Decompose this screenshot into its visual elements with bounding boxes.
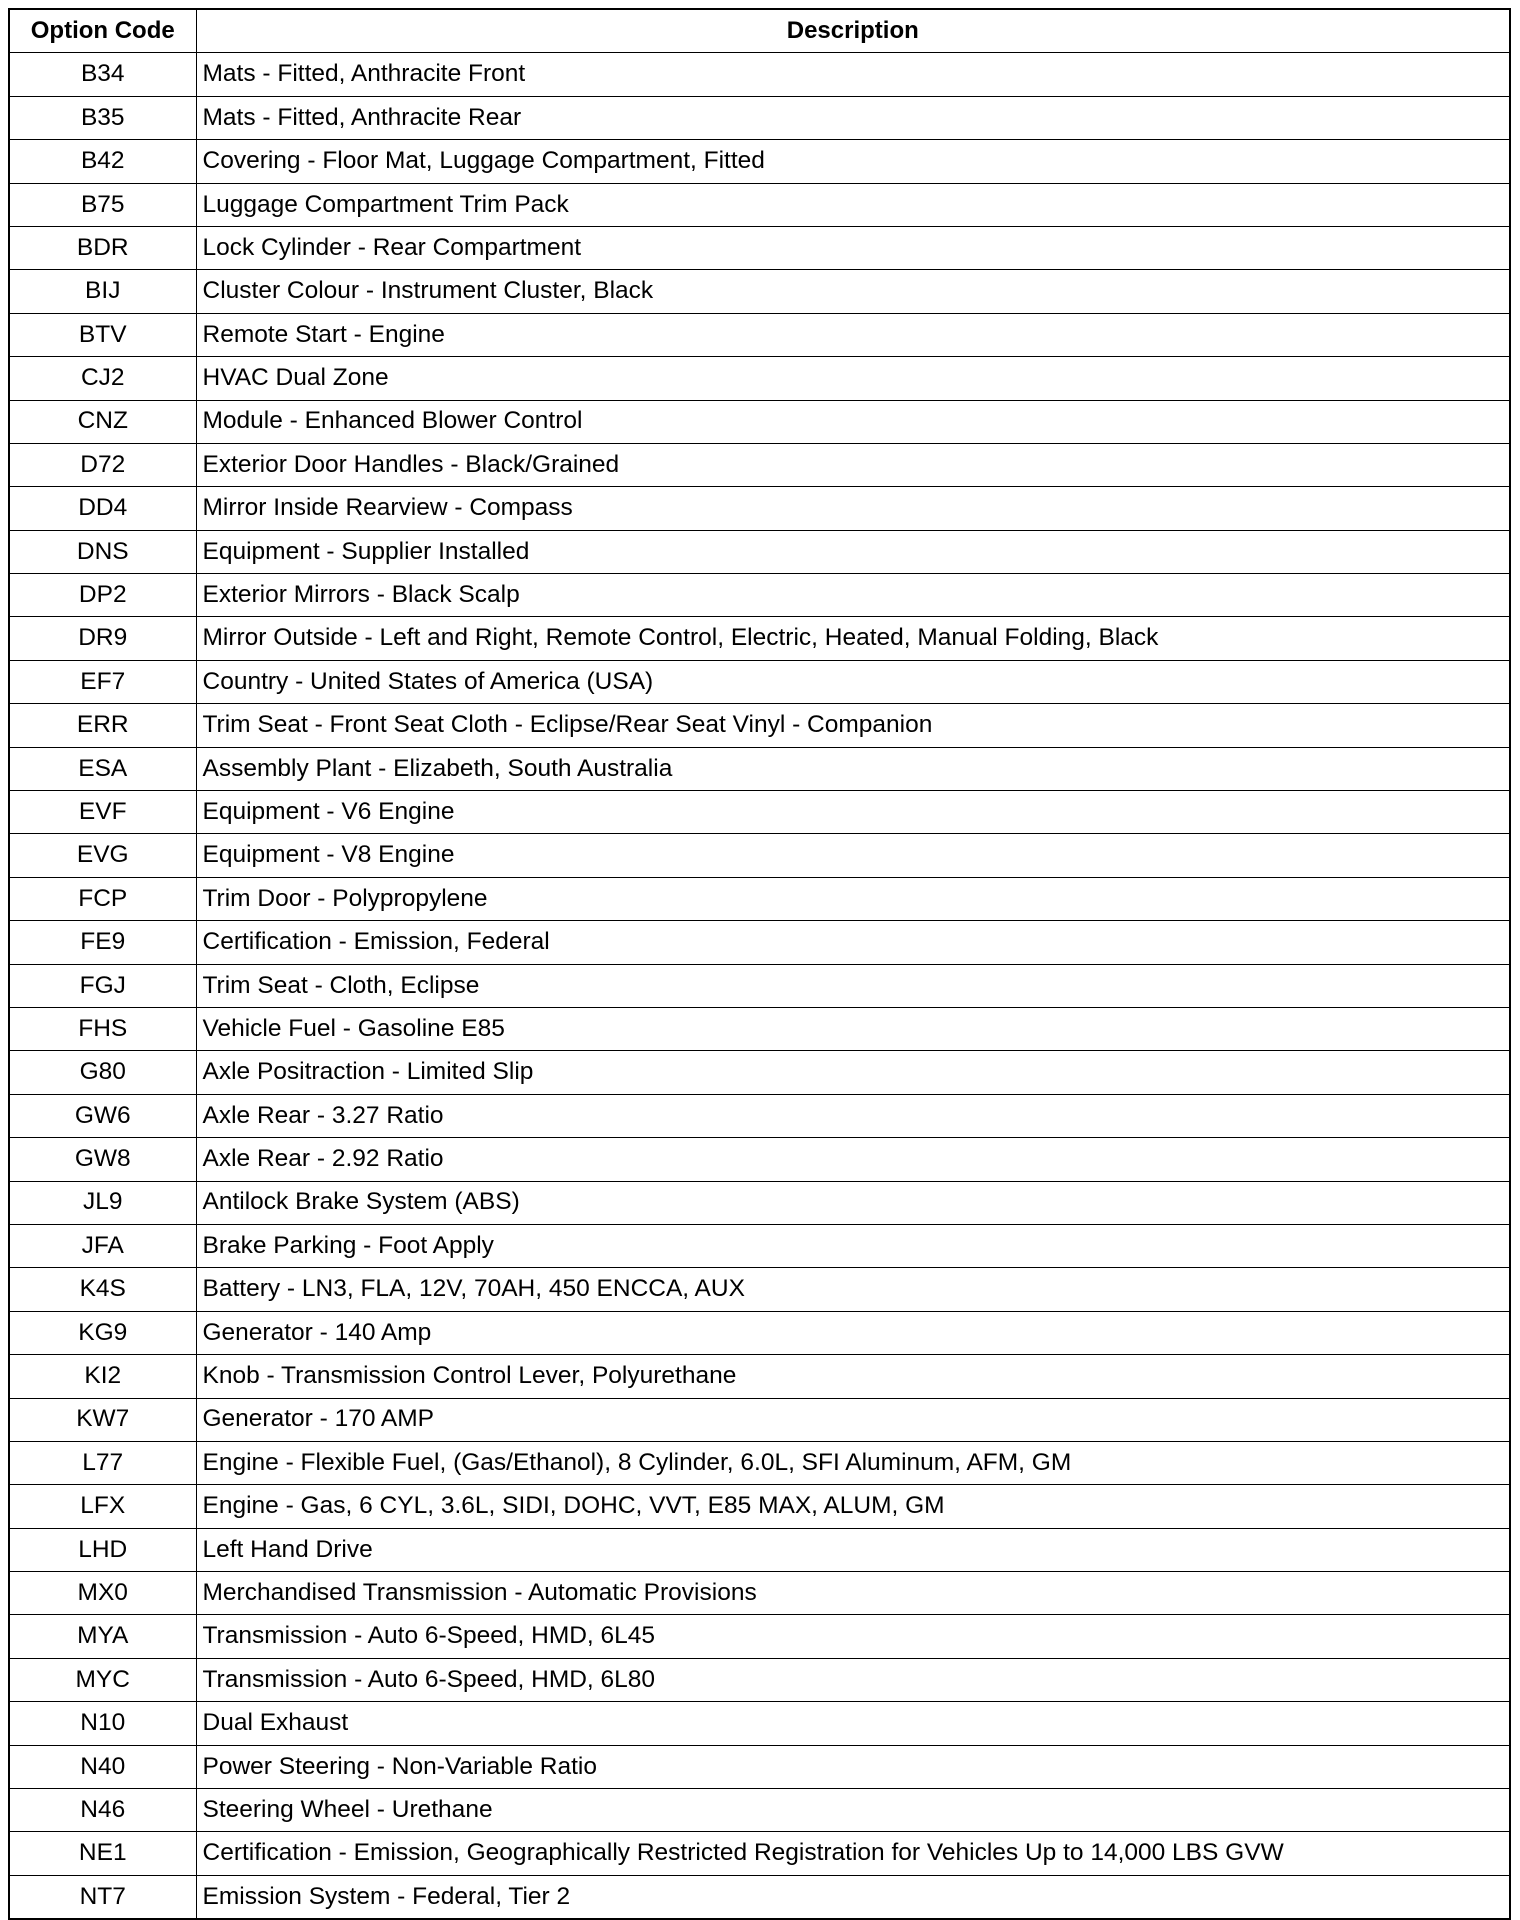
- table-row: [9, 1875, 1510, 1919]
- table-row: [9, 1094, 1510, 1137]
- description-cell: Mirror Outside - Left and Right, Remote Control, Electric, Heated, Manual Folding, Black: [196, 617, 1510, 660]
- option-code-cell: DNS: [9, 530, 196, 573]
- table-row: [9, 443, 1510, 486]
- option-code-cell: NE1: [9, 1832, 196, 1875]
- table-row: [9, 1311, 1510, 1354]
- table-row: [9, 1181, 1510, 1224]
- option-code-cell: CNZ: [9, 400, 196, 443]
- option-code-cell: LHD: [9, 1528, 196, 1571]
- description-cell: Mats - Fitted, Anthracite Rear: [196, 96, 1510, 139]
- option-code-cell: ESA: [9, 747, 196, 790]
- description-cell: Axle Rear - 3.27 Ratio: [196, 1094, 1510, 1137]
- description-cell: Module - Enhanced Blower Control: [196, 400, 1510, 443]
- description-cell: Country - United States of America (USA): [196, 660, 1510, 703]
- table-row: [9, 270, 1510, 313]
- description-cell: Trim Door - Polypropylene: [196, 877, 1510, 920]
- description-cell: Generator - 140 Amp: [196, 1311, 1510, 1354]
- table-row: [9, 877, 1510, 920]
- description-cell: Remote Start - Engine: [196, 313, 1510, 356]
- option-code-cell: EVG: [9, 834, 196, 877]
- option-code-cell: FE9: [9, 921, 196, 964]
- description-cell: Power Steering - Non-Variable Ratio: [196, 1745, 1510, 1788]
- table-row: [9, 1658, 1510, 1701]
- table-row: [9, 487, 1510, 530]
- description-cell: Emission System - Federal, Tier 2: [196, 1875, 1510, 1919]
- description-cell: Merchandised Transmission - Automatic Provisions: [196, 1572, 1510, 1615]
- header-option-code: Option Code: [9, 9, 196, 53]
- option-code-cell: ERR: [9, 704, 196, 747]
- table-row: [9, 530, 1510, 573]
- option-code-cell: B35: [9, 96, 196, 139]
- option-code-cell: MYA: [9, 1615, 196, 1658]
- option-code-cell: CJ2: [9, 357, 196, 400]
- option-code-cell: L77: [9, 1441, 196, 1484]
- description-cell: Certification - Emission, Federal: [196, 921, 1510, 964]
- table-row: [9, 1789, 1510, 1832]
- table-row: [9, 400, 1510, 443]
- description-cell: Engine - Gas, 6 CYL, 3.6L, SIDI, DOHC, VVT, E85 MAX, ALUM, GM: [196, 1485, 1510, 1528]
- description-cell: Knob - Transmission Control Lever, Polyurethane: [196, 1355, 1510, 1398]
- description-cell: Left Hand Drive: [196, 1528, 1510, 1571]
- table-row: [9, 1355, 1510, 1398]
- table-row: [9, 660, 1510, 703]
- table-row: [9, 834, 1510, 877]
- option-code-cell: LFX: [9, 1485, 196, 1528]
- table-row: [9, 1745, 1510, 1788]
- description-cell: HVAC Dual Zone: [196, 357, 1510, 400]
- table-row: [9, 617, 1510, 660]
- table-row: [9, 226, 1510, 269]
- description-cell: Mats - Fitted, Anthracite Front: [196, 53, 1510, 96]
- header-description: Description: [196, 9, 1510, 53]
- option-code-cell: B75: [9, 183, 196, 226]
- description-cell: Cluster Colour - Instrument Cluster, Black: [196, 270, 1510, 313]
- option-code-cell: K4S: [9, 1268, 196, 1311]
- option-code-cell: N46: [9, 1789, 196, 1832]
- table-row: [9, 791, 1510, 834]
- table-row: [9, 964, 1510, 1007]
- description-cell: Mirror Inside Rearview - Compass: [196, 487, 1510, 530]
- table-row: [9, 357, 1510, 400]
- table-row: [9, 1138, 1510, 1181]
- option-code-cell: BIJ: [9, 270, 196, 313]
- table-row: [9, 1224, 1510, 1267]
- option-code-cell: FGJ: [9, 964, 196, 1007]
- table-row: [9, 1572, 1510, 1615]
- table-row: [9, 747, 1510, 790]
- table-row: [9, 1832, 1510, 1875]
- option-code-cell: JL9: [9, 1181, 196, 1224]
- option-code-cell: JFA: [9, 1224, 196, 1267]
- description-cell: Dual Exhaust: [196, 1702, 1510, 1745]
- table-row: [9, 1528, 1510, 1571]
- description-cell: Certification - Emission, Geographically Restricted Registration for Vehicles Up to 14,000 LBS GVW: [196, 1832, 1510, 1875]
- option-code-cell: N40: [9, 1745, 196, 1788]
- option-code-cell: KI2: [9, 1355, 196, 1398]
- description-cell: Transmission - Auto 6-Speed, HMD, 6L80: [196, 1658, 1510, 1701]
- description-cell: Luggage Compartment Trim Pack: [196, 183, 1510, 226]
- table-row: [9, 96, 1510, 139]
- table-row: [9, 1615, 1510, 1658]
- option-code-cell: GW8: [9, 1138, 196, 1181]
- description-cell: Equipment - Supplier Installed: [196, 530, 1510, 573]
- description-cell: Exterior Door Handles - Black/Grained: [196, 443, 1510, 486]
- table-row: [9, 1702, 1510, 1745]
- table-row: [9, 53, 1510, 96]
- option-code-cell: DD4: [9, 487, 196, 530]
- description-cell: Equipment - V8 Engine: [196, 834, 1510, 877]
- table-row: [9, 140, 1510, 183]
- description-cell: Equipment - V6 Engine: [196, 791, 1510, 834]
- option-code-cell: GW6: [9, 1094, 196, 1137]
- option-code-cell: NT7: [9, 1875, 196, 1919]
- option-code-cell: MYC: [9, 1658, 196, 1701]
- description-cell: Antilock Brake System (ABS): [196, 1181, 1510, 1224]
- option-code-cell: BDR: [9, 226, 196, 269]
- option-code-cell: FCP: [9, 877, 196, 920]
- option-code-table: [8, 8, 1511, 1920]
- description-cell: Brake Parking - Foot Apply: [196, 1224, 1510, 1267]
- option-code-cell: N10: [9, 1702, 196, 1745]
- table-row: [9, 1268, 1510, 1311]
- description-cell: Transmission - Auto 6-Speed, HMD, 6L45: [196, 1615, 1510, 1658]
- table-row: [9, 313, 1510, 356]
- description-cell: Covering - Floor Mat, Luggage Compartment, Fitted: [196, 140, 1510, 183]
- table-row: [9, 1051, 1510, 1094]
- option-code-cell: MX0: [9, 1572, 196, 1615]
- description-cell: Steering Wheel - Urethane: [196, 1789, 1510, 1832]
- option-code-cell: D72: [9, 443, 196, 486]
- option-code-cell: FHS: [9, 1007, 196, 1050]
- option-code-cell: B42: [9, 140, 196, 183]
- table-row: [9, 1007, 1510, 1050]
- table-row: [9, 574, 1510, 617]
- option-code-cell: B34: [9, 53, 196, 96]
- table-row: [9, 921, 1510, 964]
- description-cell: Battery - LN3, FLA, 12V, 70AH, 450 ENCCA, AUX: [196, 1268, 1510, 1311]
- table-row: [9, 1441, 1510, 1484]
- option-code-cell: KG9: [9, 1311, 196, 1354]
- description-cell: Engine - Flexible Fuel, (Gas/Ethanol), 8 Cylinder, 6.0L, SFI Aluminum, AFM, GM: [196, 1441, 1510, 1484]
- table-header-row: [9, 9, 1510, 53]
- option-code-cell: BTV: [9, 313, 196, 356]
- description-cell: Assembly Plant - Elizabeth, South Australia: [196, 747, 1510, 790]
- description-cell: Axle Positraction - Limited Slip: [196, 1051, 1510, 1094]
- table-row: [9, 704, 1510, 747]
- table-row: [9, 183, 1510, 226]
- description-cell: Axle Rear - 2.92 Ratio: [196, 1138, 1510, 1181]
- description-cell: Vehicle Fuel - Gasoline E85: [196, 1007, 1510, 1050]
- description-cell: Trim Seat - Cloth, Eclipse: [196, 964, 1510, 1007]
- table-row: [9, 1485, 1510, 1528]
- option-code-cell: KW7: [9, 1398, 196, 1441]
- table-row: [9, 1398, 1510, 1441]
- option-code-cell: DR9: [9, 617, 196, 660]
- option-code-cell: DP2: [9, 574, 196, 617]
- option-code-cell: EF7: [9, 660, 196, 703]
- option-code-cell: G80: [9, 1051, 196, 1094]
- description-cell: Generator - 170 AMP: [196, 1398, 1510, 1441]
- option-code-cell: EVF: [9, 791, 196, 834]
- description-cell: Exterior Mirrors - Black Scalp: [196, 574, 1510, 617]
- description-cell: Lock Cylinder - Rear Compartment: [196, 226, 1510, 269]
- description-cell: Trim Seat - Front Seat Cloth - Eclipse/Rear Seat Vinyl - Companion: [196, 704, 1510, 747]
